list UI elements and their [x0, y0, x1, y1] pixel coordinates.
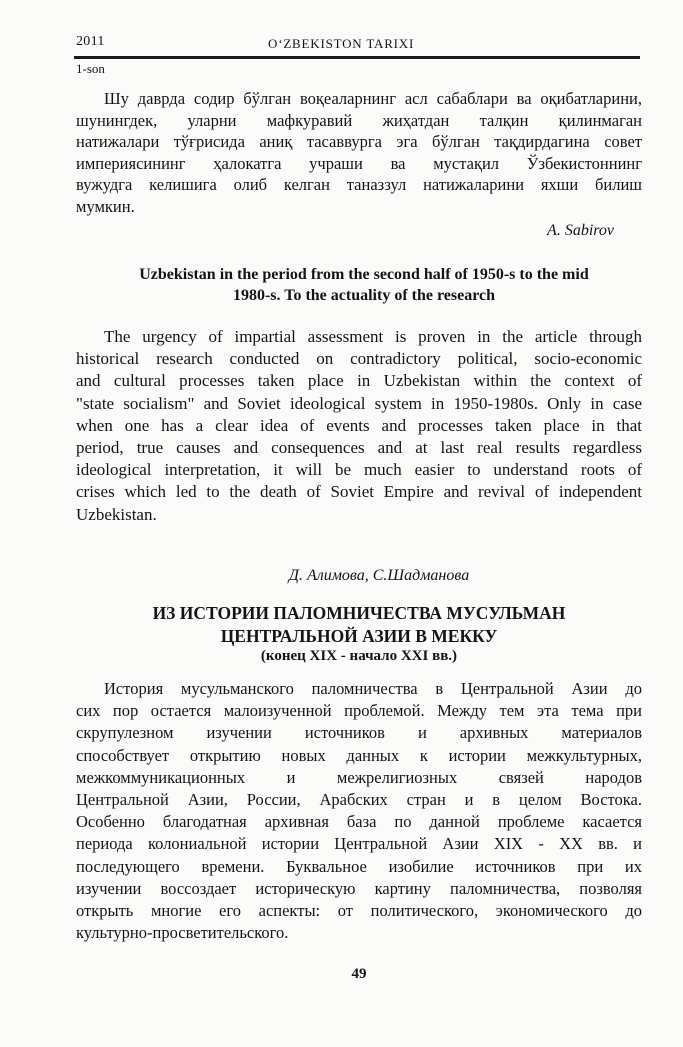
- text-line: мумкин.: [76, 196, 135, 216]
- text-line: historical research conducted on contradictory political, socio-economic: [76, 349, 642, 369]
- text-line: способствует открытию новых данных к истории межкультурных,: [76, 745, 642, 765]
- running-header: [66, 34, 642, 78]
- text-line: сих пор остается малоизученной проблемой. Между тем эта тема при: [76, 701, 642, 721]
- header-journal-title: O‘ZBEKISTON TARIXI: [268, 36, 415, 51]
- english-article-title: [86, 264, 642, 306]
- english-abstract: [76, 326, 642, 526]
- article-authors: Д. Алимова, С.Шадманова: [288, 567, 470, 584]
- russian-article-subtitle: (конец XIX - начало XXI вв.): [260, 648, 458, 664]
- russian-paragraph-text: [76, 678, 642, 944]
- title-line: ИЗ ИСТОРИИ ПАЛОМНИЧЕСТВА МУСУЛЬМАН: [152, 603, 566, 623]
- text-line: period, true causes and consequences and at last real results regardless: [76, 438, 642, 458]
- text-line: изучении воссоздает историческую картину паломничества, позволяя: [76, 878, 642, 898]
- text-line: when one has a clear idea of events and processes taken place in that: [76, 415, 642, 435]
- text-line: вужудга келишига олиб келган таназзул натижаларини яхши билиш: [76, 175, 642, 194]
- text-line: империясининг ҳалокатга учраши ва мустақил Ўзбекистоннинг: [76, 153, 642, 173]
- text-line: Центральной Азии, России, Арабских стран и в целом Востока.: [76, 790, 642, 810]
- text-line: Шу даврда содир бўлган воқеаларнинг асл сабаблари ва оқибатларини,: [104, 89, 642, 108]
- author-signature: A. Sabirov: [547, 222, 614, 239]
- text-line: периода колониальной истории Центральной Азии XIX - XX вв. и: [76, 834, 642, 854]
- title-line: 1980-s. To the actuality of the research: [232, 287, 496, 304]
- text-line: открыть многие его аспекты: от политического, экономического до: [76, 901, 642, 921]
- header-year: 2011: [76, 34, 105, 49]
- text-line: межкоммуникационных и межрелигиозных связей народов: [76, 767, 642, 787]
- uzbek-paragraph: [76, 88, 642, 217]
- text-line: crises which led to the death of Soviet Empire and revival of independent: [76, 482, 642, 502]
- text-line: последующего времени. Буквальное изобилие источников при их: [76, 856, 642, 876]
- text-line: and cultural processes taken place in Uzbekistan within the context of: [76, 371, 642, 391]
- text-line: шунингдек, уларни мафкуравий жиҳатдан талқин қилинмаган: [76, 110, 642, 130]
- text-line: Uzbekistan.: [76, 504, 157, 524]
- header-rule: [74, 56, 640, 59]
- english-abstract-text: [76, 326, 642, 526]
- text-line: "state socialism" and Soviet ideological system in 1950-1980s. Only in case: [76, 393, 642, 413]
- page-number: 49: [351, 966, 367, 982]
- text-line: The urgency of impartial assessment is proven in the article through: [104, 327, 642, 346]
- text-line: История мусульманского паломничества в Центральной Азии до: [104, 679, 642, 698]
- text-line: Особенно благодатная архивная база по данной проблеме касается: [76, 812, 642, 832]
- text-line: культурно-просветительского.: [76, 923, 289, 943]
- header-issue: 1-son: [76, 61, 105, 76]
- text-line: ideological interpretation, it will be much easier to understand roots of: [76, 460, 642, 480]
- text-line: скрупулезном изучении источников и архивных материалов: [76, 723, 642, 743]
- title-line: Uzbekistan in the period from the second half of 1950-s to the mid: [139, 266, 589, 283]
- uzbek-paragraph-text: [76, 88, 642, 217]
- russian-article-title: [76, 602, 642, 648]
- text-line: натижалари тўғрисида аниқ тасаввурга эга бўлган тақдирдагина совет: [76, 132, 642, 151]
- russian-paragraph: [76, 678, 642, 944]
- title-line: ЦЕНТРАЛЬНОЙ АЗИИ В МЕККУ: [220, 626, 498, 646]
